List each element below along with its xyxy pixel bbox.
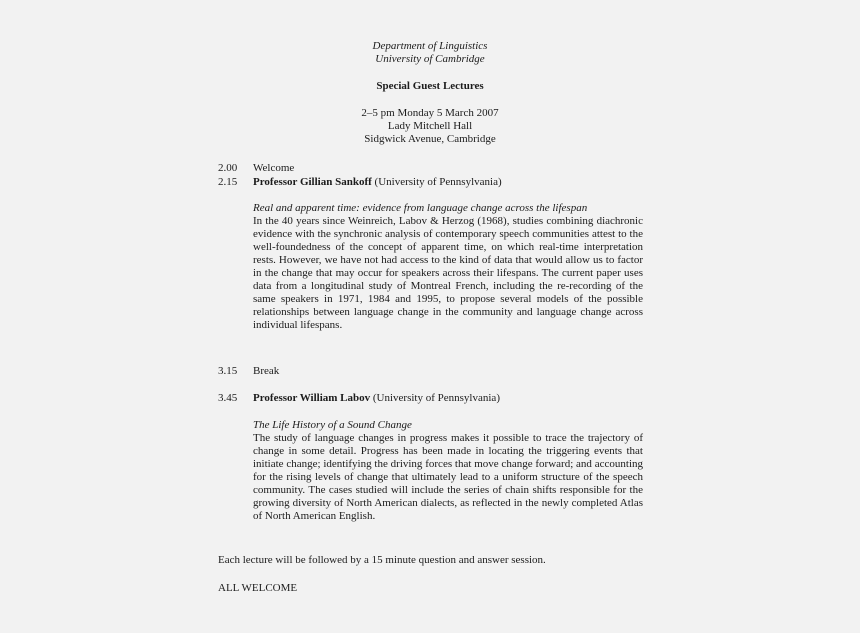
item-time: 3.45 (218, 392, 238, 404)
programme-item-welcome (218, 162, 294, 175)
lecture-1-abstract (253, 202, 643, 332)
lecture-2-abstract (253, 419, 643, 523)
item-time: 2.00 (218, 162, 238, 174)
speaker-affiliation: (University of Pennsylvania) (374, 176, 502, 188)
programme-item-break (218, 365, 279, 378)
lecture-title: Real and apparent time: evidence from language change across the lifespan (253, 202, 588, 214)
speaker-affiliation: (University of Pennsylvania) (372, 392, 500, 404)
abstract-text: In the 40 years since Weinreich, Labov & Herzog (1968), studies combining diachronic evidence with the synchronic analysis of contemporary speech communities attest to the well-foundedness of the concept of apparent time, on which real-time interpretation rests. However, we have not had access to the kind of data that would allow us to factor in the change that may occur for speakers across their lifespans. The current paper uses data from a longitudinal study of Montreal French, including the re-recording of the same speakers in 1971, 1984 and 1995, to propose several models of the possible relationships between language change in the community and language change across individual lifespans. (253, 215, 643, 331)
item-label: Break (253, 365, 280, 377)
speaker-name: Professor William Labov (253, 392, 371, 404)
lecture-title: The Life History of a Sound Change (253, 419, 412, 431)
university-name: University of Cambridge (375, 53, 485, 65)
all-welcome-note: ALL WELCOME (218, 582, 298, 594)
item-time: 3.15 (218, 365, 238, 377)
abstract-text: The study of language changes in progress makes it possible to trace the trajectory of change in some detail. Progress has been made in locating the triggering events that initiate change; identifying the driving forces that move change forward; and accounting for the rising levels of change that ultimately lead to a uniform structure of the speech community. The cases studied will include the series of chain shifts responsible for the growing diversity of North American dialects, as reflected in the newly completed Atlas of North American English. (253, 432, 643, 522)
programme-item-lecture-1 (218, 176, 502, 189)
speaker-name: Professor Gillian Sankoff (253, 176, 372, 188)
event-details (0, 107, 860, 146)
item-time: 2.15 (218, 176, 238, 188)
department-name: Department of Linguistics (372, 40, 488, 52)
qa-session-note: Each lecture will be followed by a 15 minute question and answer session. (218, 554, 546, 566)
series-title: Special Guest Lectures (376, 80, 484, 92)
item-label: Welcome (253, 162, 295, 174)
event-venue: Lady Mitchell Hall (387, 120, 473, 132)
event-datetime: 2–5 pm Monday 5 March 2007 (361, 107, 499, 119)
event-address: Sidgwick Avenue, Cambridge (364, 133, 496, 145)
programme-item-lecture-2 (218, 392, 500, 405)
department-heading (0, 40, 860, 66)
